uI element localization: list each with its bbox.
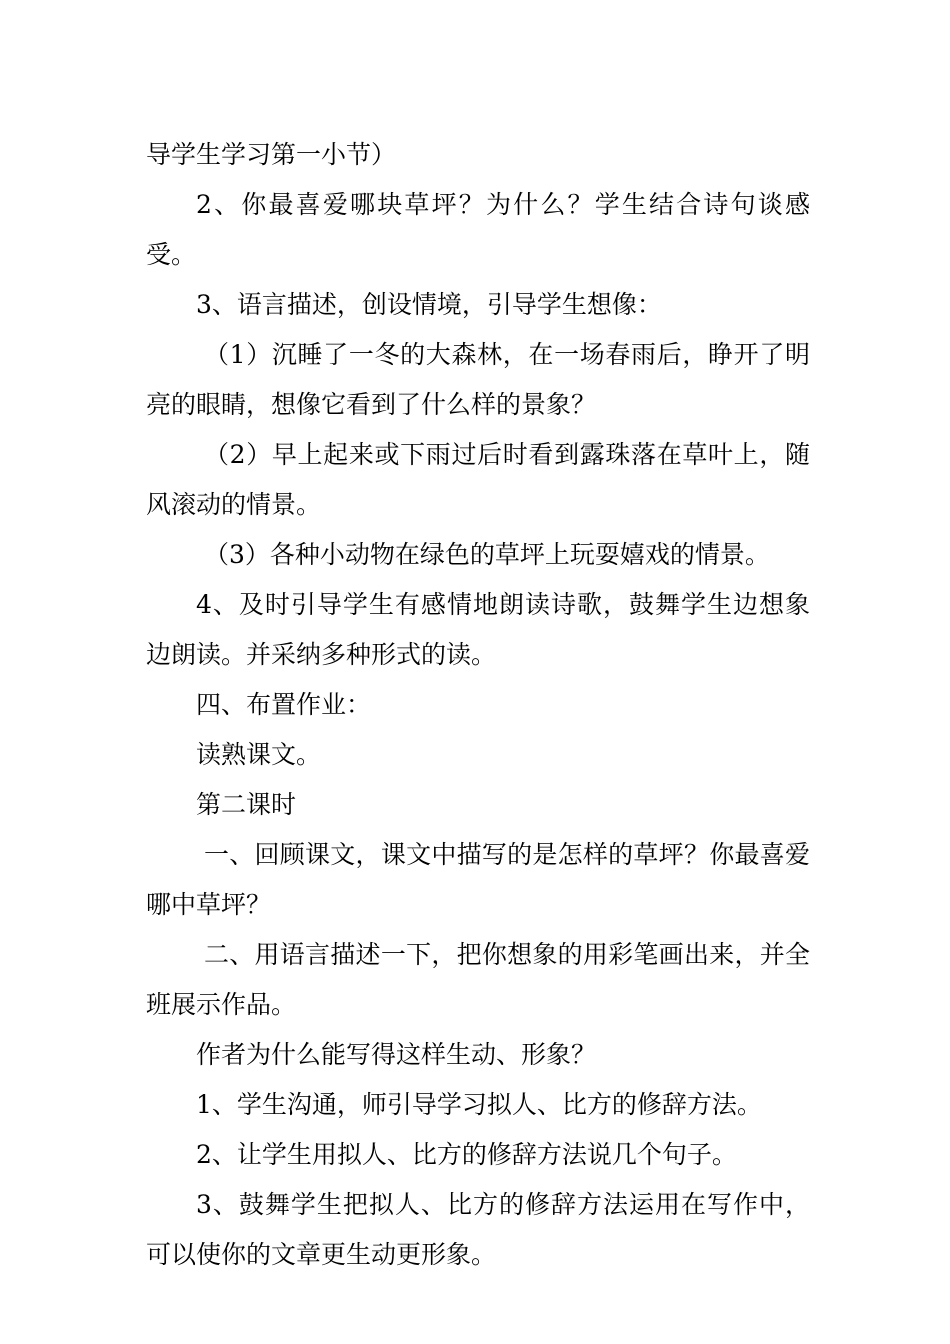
paragraph-step-2: 2、让学生用拟人、比方的修辞方法说几个句子。 [196,1140,737,1169]
paragraph-item-2: 2、你最喜爱哪块草坪？为什么？学生结合诗句谈感受。 [146,190,810,269]
paragraph-question: 作者为什么能写得这样生动、形象？ [196,1040,597,1069]
paragraph-subitem-3: （3）各种小动物在绿色的草坪上玩耍嬉戏的情景。 [204,540,770,569]
document-body [146,130,810,1280]
paragraph-item-4: 4、及时引导学生有感情地朗读诗歌，鼓舞学生边想象边朗读。并采纳多种形式的读。 [146,590,810,669]
paragraph-step-3: 3、鼓舞学生把拟人、比方的修辞方法运用在写作中，可以使你的文章更生动更形象。 [146,1190,810,1269]
paragraph-subitem-2: （2）早上起来或下雨过后时看到露珠落在草叶上，随风滚动的情景。 [146,440,810,519]
section-heading-second-lesson: 第二课时 [196,790,297,819]
paragraph-describe: 二、用语言描述一下，把你想象的用彩笔画出来，并全班展示作品。 [146,940,810,1019]
paragraph-step-1: 1、学生沟通，师引导学习拟人、比方的修辞方法。 [196,1090,762,1119]
paragraph-subitem-1: （1）沉睡了一冬的大森林，在一场春雨后，睁开了明亮的眼睛，想像它看到了什么样的景象？ [146,340,810,419]
section-heading-homework: 四、布置作业： [196,690,372,719]
paragraph-review: 一、回顾课文，课文中描写的是怎样的草坪？你最喜爱哪中草坪？ [146,840,810,919]
paragraph-homework: 读熟课文。 [196,740,322,769]
paragraph-continuation: 导学生学习第一小节） [146,140,397,169]
paragraph-item-3: 3、语言描述，创设情境，引导学生想像： [196,290,662,319]
